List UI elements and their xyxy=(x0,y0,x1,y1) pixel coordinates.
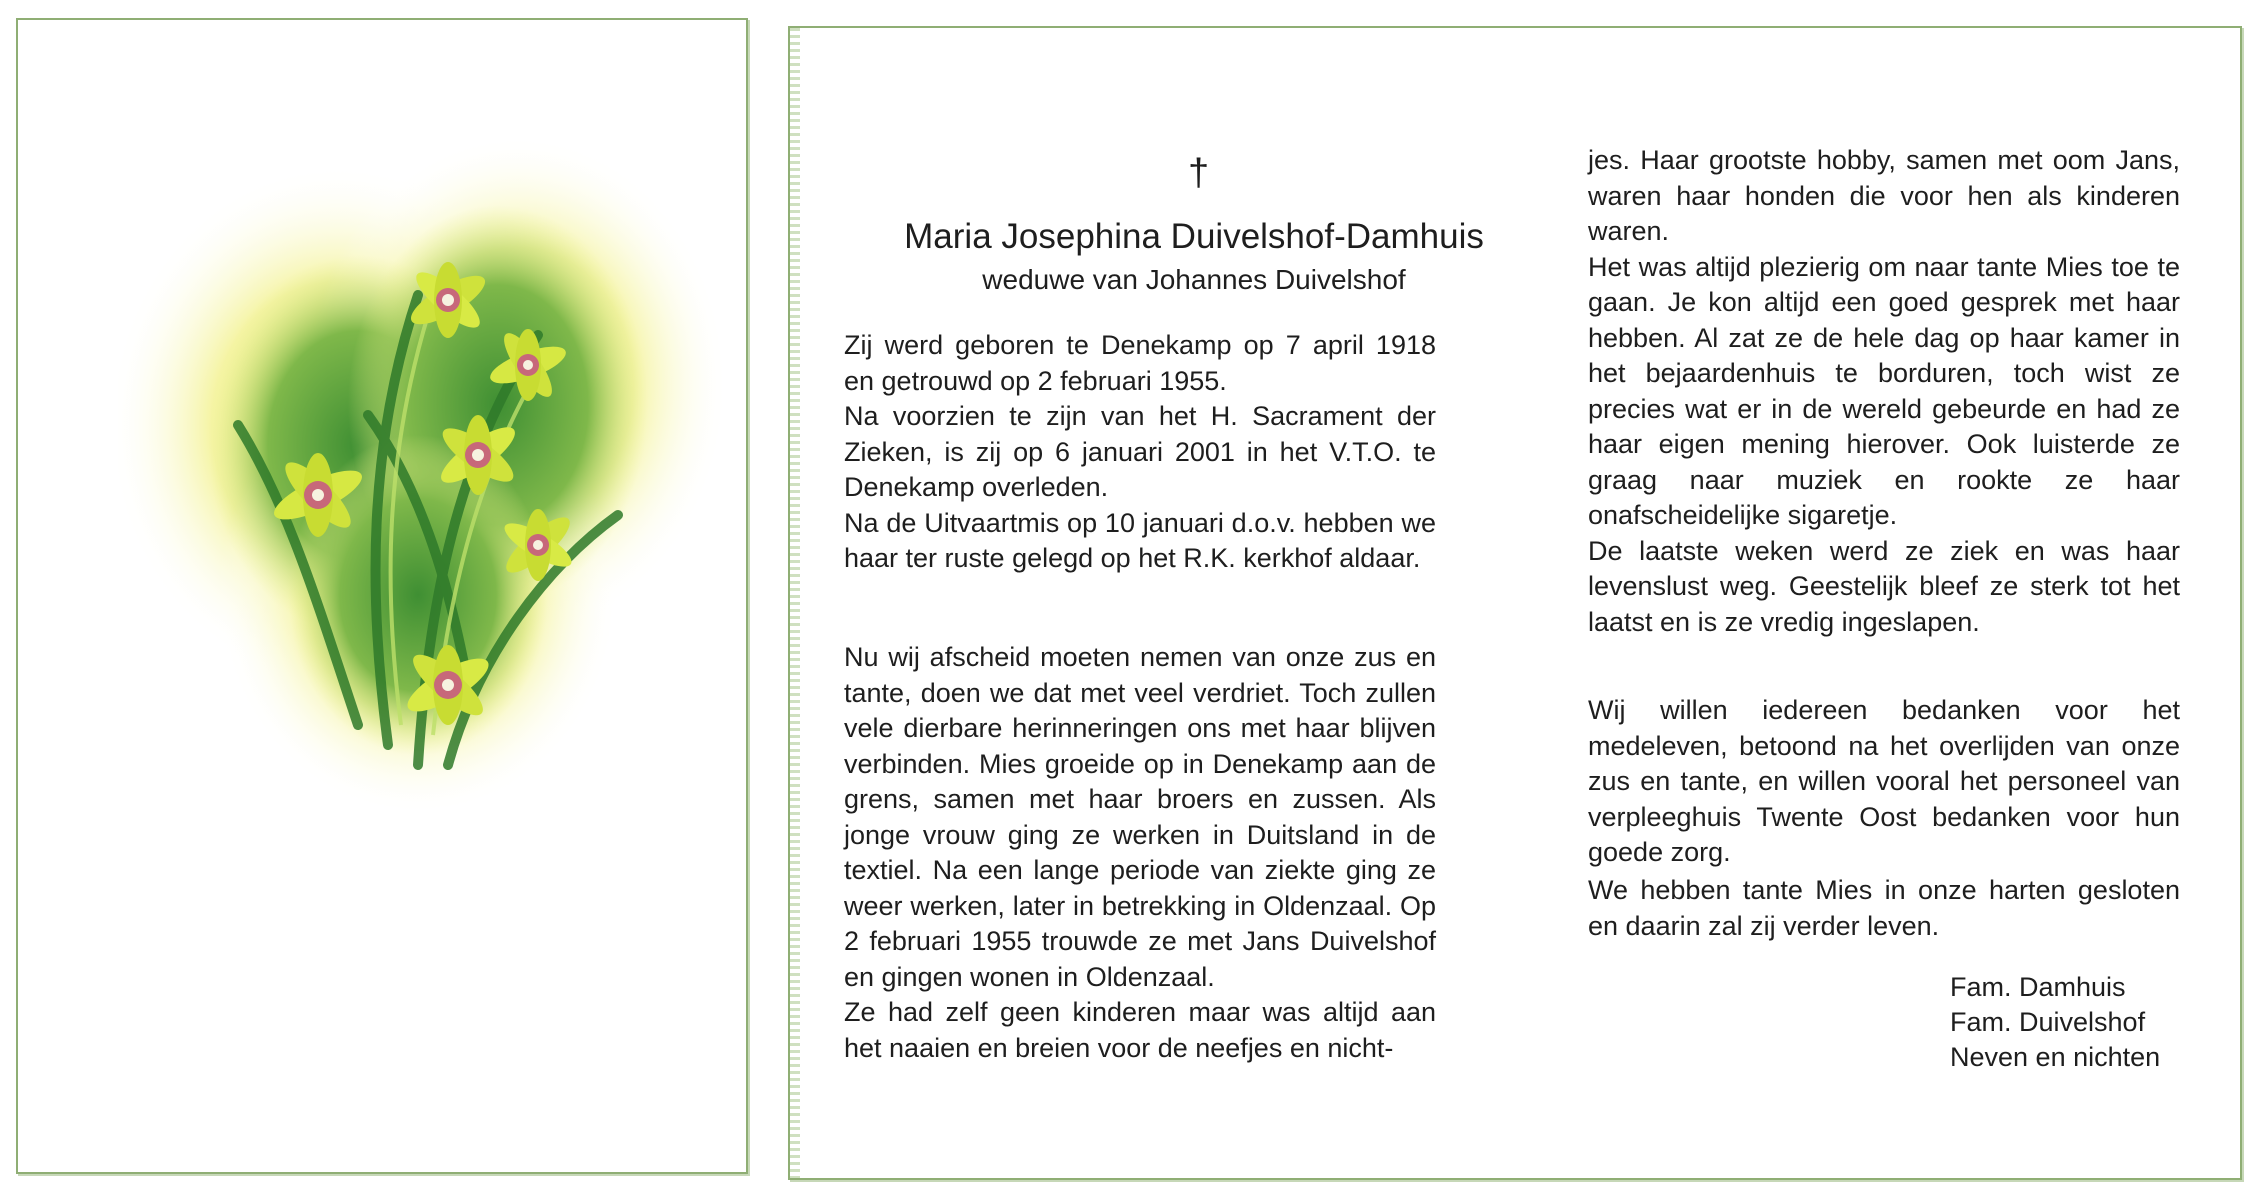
deceased-name: Maria Josephina Duivelshof-Damhuis xyxy=(904,217,1484,256)
inside-card xyxy=(788,26,2242,1180)
signature-line: Fam. Damhuis xyxy=(1950,972,2126,1002)
hobby-paragraph-start: Ze had zelf geen kinderen maar was altijd aan het naaien en breien voor de neefjes en nicht- xyxy=(844,997,1436,1063)
life-story xyxy=(844,640,1436,1066)
thanks-paragraph: Wij willen iedereen bedanken voor het medeleven, betoond na het overlijden van onze zus en tante, en willen vooral het personeel van verpleeghuis Twente Oost bedanken voor hun goede zorg. xyxy=(1588,695,2180,867)
widow-of: weduwe van Johannes Duivelshof xyxy=(982,264,1406,295)
birth-paragraph: Zij werd geboren te Denekamp op 7 april 1918 en getrouwd op 2 februari 1955. xyxy=(844,330,1436,396)
signatures xyxy=(1950,970,2160,1075)
visit-paragraph: Het was altijd plezierig om naar tante Mies toe te gaan. Je kon altijd een goed gesprek met haar hebben. Al zat ze de hele dag op haar kamer in het bejaardenhuis te borduren, toch wist ze precies wat er in de wereld gebeurde en had ze haar eigen mening hierover. Ook luisterde ze graag naar muziek en rookte ze haar onafscheidelijke sigaretje. xyxy=(1588,251,2180,530)
life-story-continued xyxy=(1588,143,2180,640)
funeral-paragraph: Na de Uitvaartmis op 10 januari d.o.v. hebben we haar ter ruste gelegd op het R.K. kerkhof aldaar. xyxy=(844,507,1436,573)
signature-line: Fam. Duivelshof xyxy=(1950,1007,2146,1037)
signature-line: Neven en nichten xyxy=(1950,1042,2161,1072)
farewell-paragraph: Nu wij afscheid moeten nemen van onze zus en tante, doen we dat met veel verdriet. Toch zullen vele dierbare herinneringen ons met haar blijven verbinden. Mies groeide op in Denekamp aan de grens, samen met haar broers en zussen. Als jonge vrouw ging ze werken in Duitsland in de textiel. Na een lange periode van ziekte ging ze weer werken, later in betrekking in Oldenzaal. Op 2 februari 1955 trouwde ze met Jans Duivelshof en gingen wonen in Oldenzaal. xyxy=(844,642,1436,992)
orchid-illustration xyxy=(118,125,728,845)
last-weeks-paragraph: De laatste weken werd ze ziek en was haar levenslust weg. Geestelijk bleef ze sterk tot het laatst en is ze vredig ingeslapen. xyxy=(1588,535,2180,637)
cross-symbol: † xyxy=(1188,152,1210,194)
sacrament-paragraph: Na voorzien te zijn van het H. Sacrament der Zieken, is zij op 6 januari 2001 in het V.T.O. te Denekamp overleden. xyxy=(844,401,1436,502)
closing-paragraph: We hebben tante Mies in onze harten gesloten en daarin zal zij verder leven. xyxy=(1588,875,2180,941)
front-card xyxy=(16,18,748,1174)
biography-facts xyxy=(844,328,1436,577)
card-fold-line xyxy=(790,28,800,1178)
hobby-paragraph-end: jes. Haar grootste hobby, samen met oom Jans, waren haar honden die voor hen als kinderen waren. xyxy=(1588,145,2180,246)
